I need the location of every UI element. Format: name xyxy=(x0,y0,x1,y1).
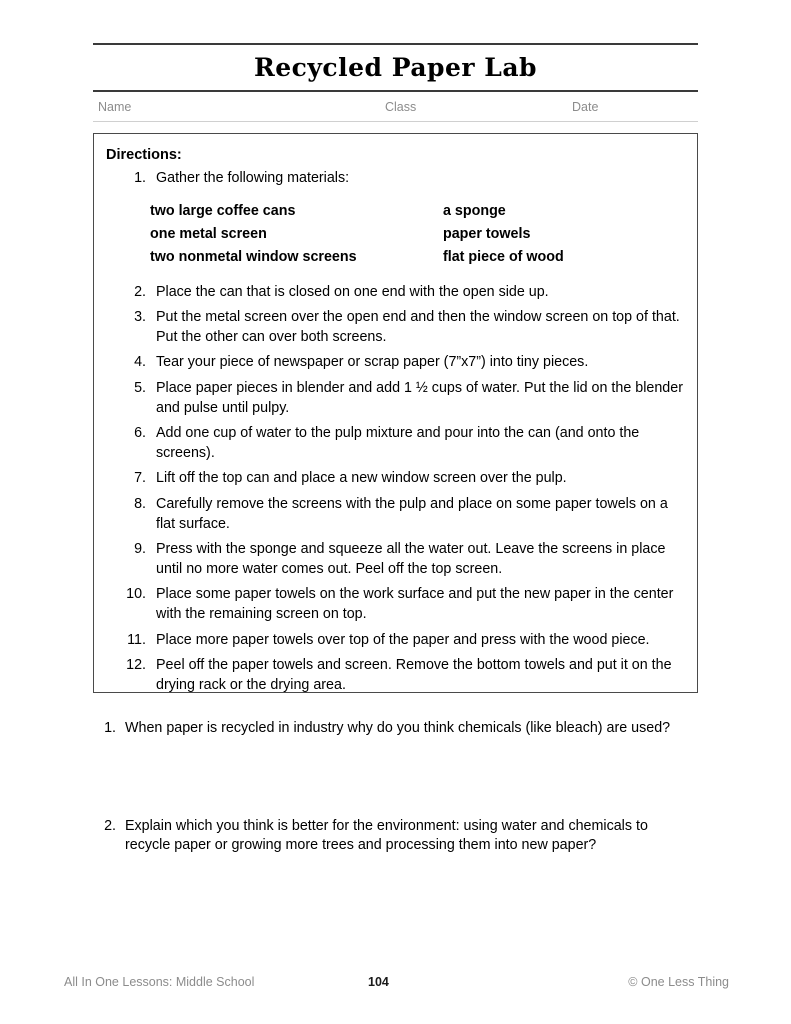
directions-heading: Directions: xyxy=(106,147,182,163)
question-text: Explain which you think is better for the environment: using water and chemicals to recycle paper or growing more trees and processing them into new paper? xyxy=(125,817,648,854)
student-meta-row xyxy=(93,92,698,121)
step-text: Tear your piece of newspaper or scrap paper (7”x7”) into tiny pieces. xyxy=(156,354,589,371)
question-text: When paper is recycled in industry why do you think chemicals (like bleach) are used? xyxy=(125,720,671,736)
step-number: 9. xyxy=(134,541,146,558)
class-label: Class xyxy=(385,100,417,114)
page-header xyxy=(93,43,698,122)
step-text: Peel off the paper towels and screen. Remove the bottom towels and put it on the drying rack or the drying area. xyxy=(156,657,672,693)
page-title: Recycled Paper Lab xyxy=(253,53,538,82)
material-item: flat piece of wood xyxy=(443,248,564,265)
material-item: a sponge xyxy=(443,202,506,219)
step-number: 1. xyxy=(134,170,146,186)
directions-box xyxy=(93,133,698,693)
step-item xyxy=(106,656,683,695)
step-item xyxy=(106,308,683,347)
step-text: Place more paper towels over top of the paper and press with the wood piece. xyxy=(156,631,650,648)
step-item xyxy=(106,379,683,418)
answer-space[interactable] xyxy=(96,739,696,817)
step-text: Place the can that is closed on one end with the open side up. xyxy=(156,283,549,300)
directions-step-list xyxy=(106,169,683,695)
step-number: 12. xyxy=(126,657,146,674)
questions-section xyxy=(96,719,696,856)
material-item: one metal screen xyxy=(150,225,267,242)
step-text: Place paper pieces in blender and add 1 ½ cups of water. Put the lid on the blender and pulse until pulpy. xyxy=(156,379,683,416)
meta-underline-rule xyxy=(93,121,698,122)
step-item xyxy=(106,424,683,463)
step-number: 2. xyxy=(134,283,146,300)
materials-row xyxy=(150,246,683,269)
step-item xyxy=(106,283,683,303)
question-item xyxy=(96,719,696,739)
step-item xyxy=(106,495,683,534)
material-item: two large coffee cans xyxy=(150,202,296,219)
step-item xyxy=(106,631,683,651)
name-label: Name xyxy=(98,100,132,114)
material-item: two nonmetal window screens xyxy=(150,248,357,265)
materials-row xyxy=(150,200,683,223)
footer-copyright: © One Less Thing xyxy=(628,975,729,989)
materials-row xyxy=(150,223,683,246)
step-number: 5. xyxy=(134,379,146,396)
question-number: 1. xyxy=(104,720,116,736)
footer-series-label: All In One Lessons: Middle School xyxy=(64,975,255,989)
step-item xyxy=(106,169,683,189)
step-item xyxy=(106,469,683,489)
materials-list xyxy=(106,200,683,269)
question-item xyxy=(96,817,696,856)
step-number: 6. xyxy=(134,425,146,442)
step-item xyxy=(106,353,683,373)
step-text: Add one cup of water to the pulp mixture and pour into the can (and onto the screens). xyxy=(156,425,640,461)
step-item xyxy=(106,540,683,579)
date-label: Date xyxy=(572,100,599,114)
question-number: 2. xyxy=(104,817,116,834)
step-number: 7. xyxy=(134,470,146,487)
step-number: 11. xyxy=(127,631,146,648)
step-number: 4. xyxy=(134,354,146,371)
footer-page-number: 104 xyxy=(368,975,389,989)
step-number: 3. xyxy=(134,309,146,326)
step-text: Place some paper towels on the work surface and put the new paper in the center with the remaining screen on top. xyxy=(156,586,674,622)
material-item: paper towels xyxy=(443,225,531,242)
step-number: 8. xyxy=(134,495,146,512)
step-text: Carefully remove the screens with the pulp and place on some paper towels on a flat surface. xyxy=(156,495,668,532)
page-footer xyxy=(64,975,729,995)
step-text: Press with the sponge and squeeze all the water out. Leave the screens in place until no more water comes out. Peel off the top screen. xyxy=(156,541,666,577)
step-text: Put the metal screen over the open end and then the window screen on top of that. Put the other can over both screens. xyxy=(156,309,680,345)
step-text: Gather the following materials: xyxy=(156,170,350,186)
step-text: Lift off the top can and place a new window screen over the pulp. xyxy=(156,470,567,487)
step-item xyxy=(106,585,683,624)
step-number: 10. xyxy=(126,586,146,603)
